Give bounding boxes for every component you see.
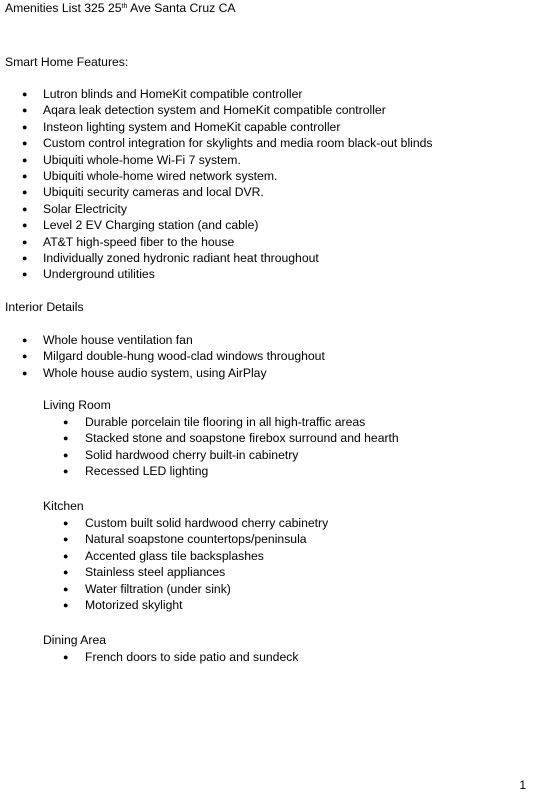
- dining-list: [85, 649, 298, 665]
- list-item: ● Solid hardwood cherry built-in cabinetry: [85, 447, 399, 463]
- list-item: ● Stacked stone and soapstone firebox surround and hearth: [85, 430, 399, 446]
- title-superscript: th: [121, 3, 128, 10]
- dining-heading: Dining Area: [43, 633, 107, 647]
- kitchen-heading: Kitchen: [43, 499, 84, 513]
- list-item: ● Custom control integration for skylights and media room black-out blinds: [43, 135, 433, 151]
- list-item: ● French doors to side patio and sundeck: [85, 649, 298, 665]
- list-item: ● Solar Electricity: [43, 201, 433, 217]
- list-item: ● Ubiquiti whole-home wired network system.: [43, 168, 433, 184]
- living-room-heading: Living Room: [43, 398, 111, 412]
- title-text: Amenities List 325 25: [5, 1, 122, 15]
- smart-home-list: [43, 86, 433, 283]
- title-text-suffix: Ave Santa Cruz CA: [127, 1, 236, 15]
- list-item: ● Ubiquiti whole-home Wi-Fi 7 system.: [43, 152, 433, 168]
- page-number: 1: [519, 777, 526, 792]
- list-item: ● Stainless steel appliances: [85, 564, 328, 580]
- smart-home-heading: Smart Home Features:: [5, 55, 129, 69]
- list-item: ● Milgard double-hung wood-clad windows throughout: [43, 348, 325, 364]
- list-item: ● Water filtration (under sink): [85, 581, 328, 597]
- list-item: ● Durable porcelain tile flooring in all high-traffic areas: [85, 414, 399, 430]
- list-item: ● Whole house ventilation fan: [43, 332, 325, 348]
- list-item: ● Level 2 EV Charging station (and cable): [43, 217, 433, 233]
- interior-list: [43, 332, 325, 381]
- document-title: [5, 0, 236, 19]
- living-room-list: [85, 414, 399, 480]
- list-item: ● Lutron blinds and HomeKit compatible controller: [43, 86, 433, 102]
- list-item: ● Natural soapstone countertops/peninsula: [85, 531, 328, 547]
- list-item: ● Whole house audio system, using AirPlay: [43, 365, 325, 381]
- list-item: ● Recessed LED lighting: [85, 463, 399, 479]
- list-item: ● AT&T high-speed fiber to the house: [43, 234, 433, 250]
- list-item: ● Motorized skylight: [85, 597, 328, 613]
- list-item: ● Individually zoned hydronic radiant heat throughout: [43, 250, 433, 266]
- list-item: ● Ubiquiti security cameras and local DVR.: [43, 184, 433, 200]
- interior-heading: Interior Details: [5, 300, 84, 314]
- list-item: ● Insteon lighting system and HomeKit capable controller: [43, 119, 433, 135]
- list-item: ● Underground utilities: [43, 266, 433, 282]
- list-item: ● Accented glass tile backsplashes: [85, 548, 328, 564]
- list-item: ● Custom built solid hardwood cherry cabinetry: [85, 515, 328, 531]
- kitchen-list: [85, 515, 328, 613]
- list-item: ● Aqara leak detection system and HomeKit compatible controller: [43, 102, 433, 118]
